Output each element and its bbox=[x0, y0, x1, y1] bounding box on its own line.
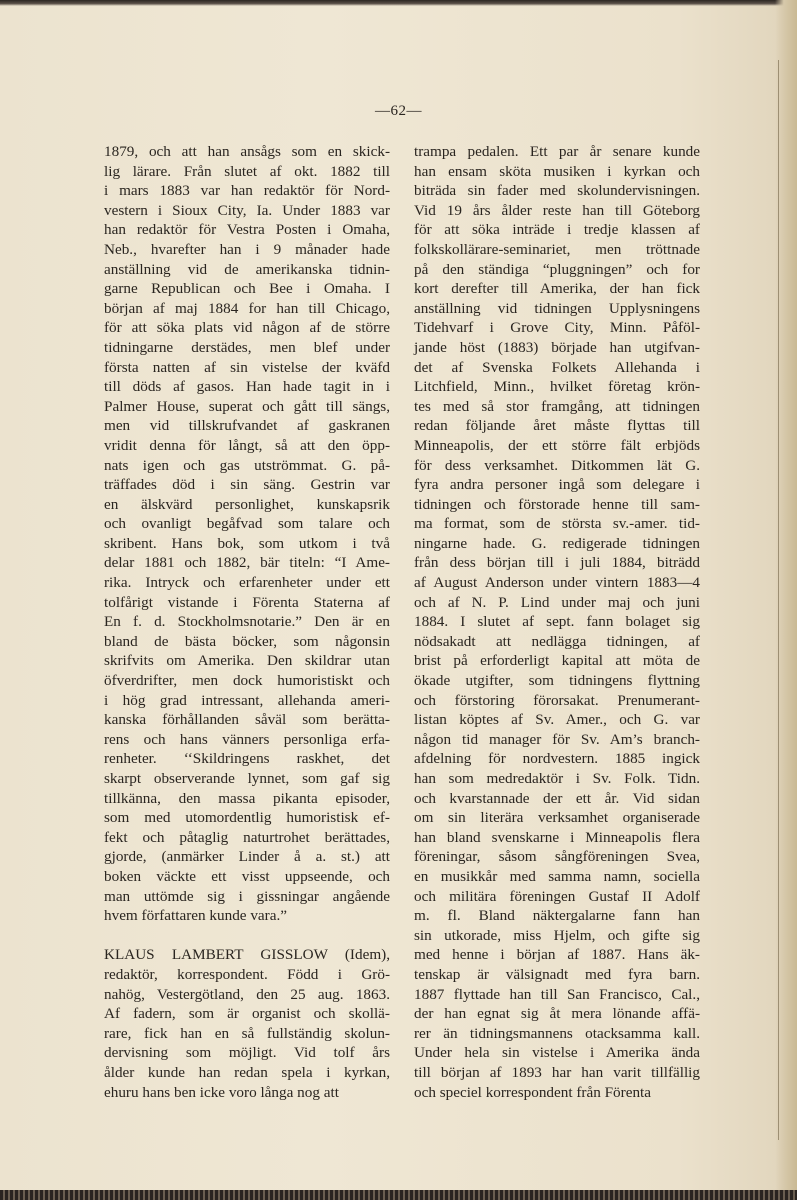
text-line: rika. Intryck och erfarenheter under ett bbox=[104, 574, 390, 592]
page-number: —62— bbox=[375, 103, 422, 119]
text-line: nahög, Vestergötland, den 25 aug. 1863. bbox=[104, 985, 390, 1003]
text-line: folkskollärare-seminariet, men tröttnade bbox=[414, 240, 700, 258]
text-line: Af fadern, som är organist och skollä- bbox=[104, 1005, 390, 1023]
text-line: garne Republican och Bee i Omaha. I bbox=[104, 280, 390, 298]
text-line: och speciel korrespondent från Förenta bbox=[414, 1083, 652, 1101]
text-line: och af N. P. Lind under maj och juni bbox=[414, 593, 700, 611]
text-line: tenskap är välsignadt med fyra barn. bbox=[414, 965, 700, 983]
text-line: någon tid manager för Sv. Am’s branch- bbox=[414, 730, 700, 748]
text-line: början af maj 1884 for han till Chicago, bbox=[104, 299, 390, 317]
text-line: och militära föreningen Gustaf II Adolf bbox=[414, 887, 700, 905]
text-line: af August Anderson under vintern 1883—4 bbox=[414, 574, 700, 592]
text-line: Palmer House, superat och gått till sängs, bbox=[104, 397, 390, 415]
text-line: Litchfield, Minn., hvilket företag krön- bbox=[414, 378, 700, 396]
left-text-column bbox=[104, 142, 390, 1102]
text-line: och kvarstannade der ett år. Vid sidan bbox=[414, 789, 700, 807]
text-line: för att söka plats vid någon af de större bbox=[104, 319, 390, 337]
top-page-edge bbox=[0, 0, 797, 6]
text-line: jande höst (1883) började han utgifvan- bbox=[414, 338, 700, 356]
text-line: rens och hans vänners personliga erfa- bbox=[104, 730, 390, 748]
text-line: tolfårigt vistande i Förenta Staterna af bbox=[104, 593, 390, 611]
text-line: och förstoring förorsakat. Prenumerant- bbox=[414, 691, 700, 709]
text-line: till början af 1893 har han varit tillfällig bbox=[414, 1063, 700, 1081]
text-line: redaktör, korrespondent. Född i Grö- bbox=[104, 965, 390, 983]
text-line: Minneapolis, der ett större fält erbjöds bbox=[414, 436, 700, 454]
text-line: i hög grad intressant, allehanda ameri- bbox=[104, 691, 390, 709]
text-line: delar 1881 och 1882, bär titeln: “I Ame- bbox=[104, 554, 390, 572]
text-line: en älskvärd personlighet, kunskapsrik bbox=[104, 495, 390, 513]
text-line: tidningarne derstädes, men blef under bbox=[104, 338, 390, 356]
text-line: gjorde, (anmärker Linder å a. st.) att bbox=[104, 848, 390, 866]
text-line: sin utkorade, miss Hjelm, och gifte sig bbox=[414, 926, 700, 944]
text-line: fekt och påtaglig naturtrohet berättades, bbox=[104, 828, 390, 846]
text-line: redan följande året måste flyttas till bbox=[414, 417, 700, 435]
text-line: första natten af sin vistelse der kväfd bbox=[104, 358, 390, 376]
text-line: med henne i början af 1887. Hans äk- bbox=[414, 946, 700, 964]
text-line: Neb., hvarefter han i 9 månader hade bbox=[104, 240, 390, 258]
text-line: skribent. Hans bok, som utkom i två bbox=[104, 534, 390, 552]
text-line: boken väckte ett visst uppseende, och bbox=[104, 867, 390, 885]
text-line: trampa pedalen. Ett par år senare kunde bbox=[414, 143, 700, 160]
paragraph-gap bbox=[104, 926, 390, 946]
text-line: Vid 19 års ålder reste han till Göteborg bbox=[414, 201, 700, 219]
text-line: Under hela sin vistelse i Amerika ända bbox=[414, 1044, 700, 1062]
text-line: det af Svenska Folkets Allehanda i bbox=[414, 358, 700, 376]
text-line: lig lärare. Från slutet af okt. 1882 till bbox=[104, 162, 390, 180]
text-line: rer än tidningsmannens otacksamma kall. bbox=[414, 1024, 700, 1042]
text-line: föreningar, såsom sångföreningen Svea, bbox=[414, 848, 700, 866]
text-line: men vid tillskrufvandet af gaskranen bbox=[104, 417, 390, 435]
text-line: på den ständiga “pluggningen” och for bbox=[414, 260, 700, 278]
text-line: för att söka inträde i tredje klassen af bbox=[414, 221, 700, 239]
text-line: anställning vid de amerikanska tidnin- bbox=[104, 260, 390, 278]
text-line: m. fl. Bland näktergalarne fann han bbox=[414, 907, 700, 925]
text-line: som med utomordentlig humoristisk ef- bbox=[104, 809, 390, 827]
text-line: der han egnat sig åt mera lönande affä- bbox=[414, 1005, 700, 1023]
text-line: skrifvits om Amerika. Den skildrar utan bbox=[104, 652, 390, 670]
text-line: träffades död i sin säng. Gestrin var bbox=[104, 476, 390, 494]
text-line: nats igen och gas utströmmat. G. på- bbox=[104, 456, 390, 474]
text-line: brist på erforderligt kapital att möta de bbox=[414, 652, 700, 670]
text-line: öfverdrifter, men dock humoristiskt och bbox=[104, 672, 390, 690]
text-line: bland de bästa böcker, som någonsin bbox=[104, 632, 390, 650]
text-line: anställning vid tidningen Upplysningens bbox=[414, 299, 700, 317]
text-line: tes med så stor framgång, att tidningen bbox=[414, 397, 700, 415]
text-line: från dess början till i juli 1884, biträdd bbox=[414, 554, 700, 572]
text-line: han ensam sköta musiken i kyrkan och bbox=[414, 162, 700, 180]
text-line: ålder kunde han redan spela i kyrkan, bbox=[104, 1063, 390, 1081]
text-line: han bland svenskarne i Minneapolis flera bbox=[414, 828, 700, 846]
text-line: kort derefter till Amerika, der han fick bbox=[414, 280, 700, 298]
text-line: för dess verksamhet. Ditkommen lät G. bbox=[414, 456, 700, 474]
text-line: hvem författaren kunde vara.” bbox=[104, 907, 287, 925]
text-line: 1887 flyttade han till San Francisco, Cal., bbox=[414, 985, 700, 1003]
text-line: listan köptes af Sv. Amer., och G. var bbox=[414, 711, 700, 729]
text-line: och ovanligt begåfvad som talare och bbox=[104, 515, 390, 533]
text-line: vridit denna för långt, så att den öpp- bbox=[104, 436, 390, 454]
text-line: man uttömde sig i gissningar angående bbox=[104, 887, 390, 905]
text-line: ningarne hade. G. redigerade tidningen bbox=[414, 534, 700, 552]
text-line: om sin literära verksamhet organiserade bbox=[414, 809, 700, 827]
text-line: tillkänna, den massa pikanta episoder, bbox=[104, 789, 390, 807]
text-line: i mars 1883 var han redaktör för Nord- bbox=[104, 182, 390, 200]
text-line: rare, fick han en så fullständig skolun- bbox=[104, 1024, 390, 1042]
text-line: kanska förhållanden såväl som berätta- bbox=[104, 711, 390, 729]
text-line: biträda sin fader med skolundervisningen. bbox=[414, 182, 700, 200]
text-line: nödsakadt att nedlägga tidningen, af bbox=[414, 632, 700, 650]
text-line: En f. d. Stockholmsnotarie.” Den är en bbox=[104, 613, 390, 631]
text-line: vestern i Sioux City, Ia. Under 1883 var bbox=[104, 201, 390, 219]
text-line: fyra andra personer ingå som delegare i bbox=[414, 476, 700, 494]
text-line: till döds af gasos. Han hade tagit in i bbox=[104, 378, 390, 396]
text-line: ehuru hans ben icke voro långa nog att bbox=[104, 1083, 339, 1101]
text-line: afdelning för nordvestern. 1885 ingick bbox=[414, 750, 700, 768]
text-line: han som medredaktör i Sv. Folk. Tidn. bbox=[414, 770, 700, 787]
text-line: han redaktör för Vestra Posten i Omaha, bbox=[104, 221, 390, 239]
right-text-column bbox=[414, 142, 700, 1102]
text-line: renheter. ‘‘Skildringens raskhet, det bbox=[104, 750, 390, 768]
text-line: 1879, och att han ansågs som en skick- bbox=[104, 143, 390, 160]
bottom-page-edge bbox=[0, 1190, 797, 1200]
text-line: Tidehvarf i Grove City, Minn. Påföl- bbox=[414, 319, 700, 337]
text-line: skarpt observerande lynnet, som gaf sig bbox=[104, 770, 390, 787]
text-line: dervisning som möjligt. Vid tolf års bbox=[104, 1044, 390, 1062]
text-line: ma format, som de största sv.-amer. tid- bbox=[414, 515, 700, 533]
text-line: ökade utgifter, som tidningens flyttning bbox=[414, 672, 700, 690]
text-line: tidningen och förstorade henne till sam- bbox=[414, 495, 700, 513]
text-line: en musikkår med samma namn, sociella bbox=[414, 867, 700, 885]
text-line: 1884. I slutet af sept. fann bolaget sig bbox=[414, 613, 700, 631]
right-margin-line bbox=[778, 60, 779, 1140]
text-line: KLAUS LAMBERT GISSLOW (Idem), bbox=[104, 946, 390, 964]
